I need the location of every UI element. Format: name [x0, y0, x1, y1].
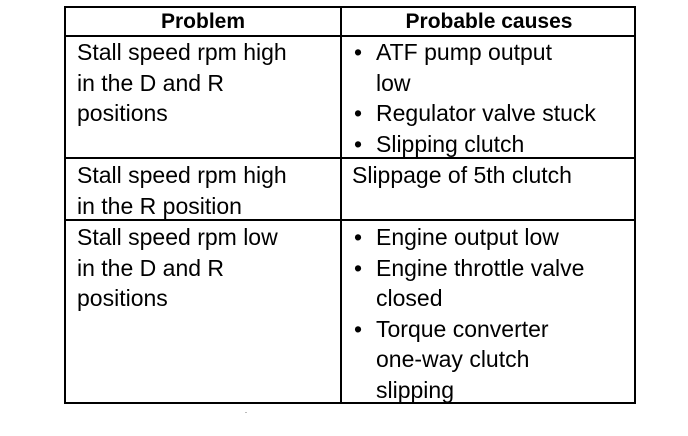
cause-item: [352, 253, 634, 314]
scan-speck: [245, 412, 247, 413]
cause-line: slipping: [376, 376, 454, 403]
problem-line: in the D and R: [77, 69, 225, 96]
column-divider: [340, 8, 342, 402]
cause-line: one-way clutch: [376, 346, 530, 373]
diagnosis-table: [64, 6, 636, 404]
problem-line: in the R position: [77, 192, 242, 219]
cause-line: ATF pump output: [376, 39, 552, 65]
cause-line: Engine output low: [376, 224, 559, 250]
cause-item: [352, 98, 634, 129]
problem-line: Stall speed rpm high: [77, 39, 287, 65]
problem-line: Stall speed rpm low: [77, 224, 278, 250]
bullet-icon: •: [354, 39, 363, 65]
row-2-problem: [77, 160, 339, 221]
bullet-icon: •: [354, 130, 363, 157]
bullet-icon: •: [354, 224, 363, 250]
cause-item: [352, 37, 634, 98]
cause-line: Slipping clutch: [376, 130, 525, 157]
cause-line: low: [376, 69, 411, 96]
header-problem: Problem: [160, 10, 246, 33]
cause-line: Engine throttle valve: [376, 254, 585, 281]
bullet-icon: •: [354, 254, 363, 281]
cause-line: closed: [376, 285, 443, 312]
cause-item: [352, 314, 634, 406]
row-1-problem: [77, 37, 339, 129]
problem-line: positions: [77, 100, 168, 127]
problem-line: in the D and R: [77, 254, 225, 281]
problem-line: Stall speed rpm high: [77, 162, 287, 188]
row-3-causes: [352, 222, 634, 406]
bullet-icon: •: [354, 315, 363, 342]
cause-line: Regulator valve stuck: [376, 100, 596, 127]
row-1-causes: [352, 37, 634, 159]
bullet-icon: •: [354, 100, 363, 127]
cause-item: [352, 129, 634, 160]
problem-line: positions: [77, 285, 168, 312]
cause-line: Torque converter: [376, 315, 549, 342]
row-3-problem: [77, 222, 339, 314]
cause-list: [352, 37, 634, 159]
cause-item: [352, 222, 634, 253]
row-2-cause: Slippage of 5th clutch: [352, 162, 572, 188]
cause-list: [352, 222, 634, 406]
header-probable-causes: Probable causes: [405, 10, 573, 33]
